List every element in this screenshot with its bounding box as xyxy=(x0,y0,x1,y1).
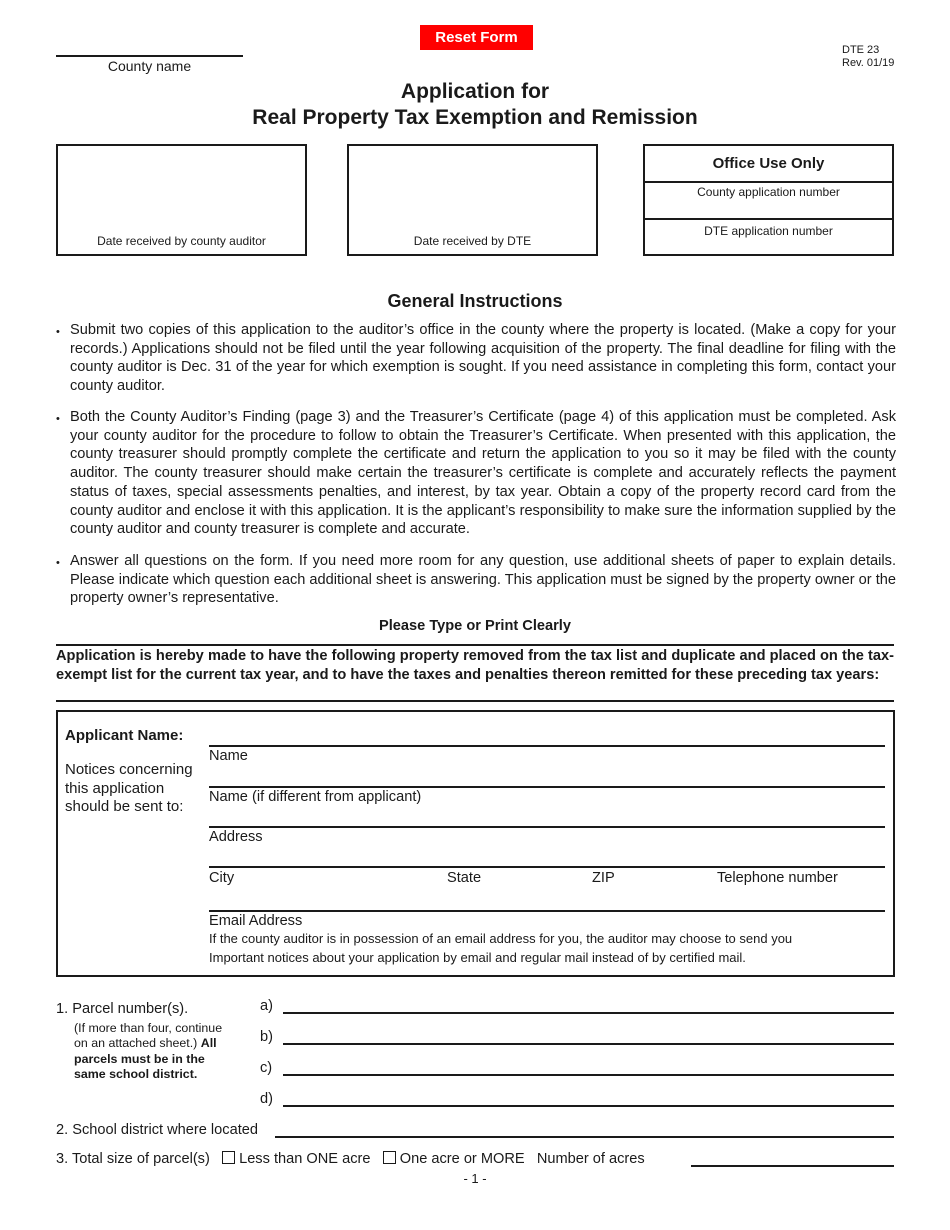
bullet-icon: • xyxy=(56,326,60,338)
bullet-icon: • xyxy=(56,557,60,569)
email-label: Email Address xyxy=(209,913,303,929)
dte-application-number-label: DTE application number xyxy=(704,224,833,238)
email-input-line[interactable] xyxy=(209,910,885,912)
parcel-a-input-line[interactable] xyxy=(283,1012,894,1014)
name-alt-label: Name (if different from applicant) xyxy=(209,789,422,805)
date-received-county-auditor-label: Date received by county auditor xyxy=(97,234,266,248)
q2-label: 2. School district where located xyxy=(56,1122,258,1138)
general-instructions-heading: General Instructions xyxy=(387,291,563,311)
email-notice: If the county auditor is in possession of an email address for you, the auditor may choose to send you Important notices about your application by email and regular mail instead of by certified mail. xyxy=(209,931,793,965)
page-number: - 1 - xyxy=(463,1171,487,1186)
parcel-b-input-line[interactable] xyxy=(283,1043,894,1045)
parcel-d-label: d) xyxy=(260,1091,273,1107)
q3-row xyxy=(56,1151,645,1167)
county-application-number-label: County application number xyxy=(697,185,840,199)
name-label: Name xyxy=(209,748,248,764)
form-id: DTE 23 xyxy=(842,44,880,56)
county-name-input-line[interactable] xyxy=(56,55,243,57)
instruction-bullet: • Answer all questions on the form. If you need more room for any question, use additional sheets of paper to explain details. Please indicate which question each additional sheet is answering. This application must be signed by the property owner or the property owner’s representative. xyxy=(56,553,896,607)
parcel-c-input-line[interactable] xyxy=(283,1074,894,1076)
county-name-label: County name xyxy=(107,58,192,74)
divider xyxy=(56,644,894,646)
office-use-title: Office Use Only xyxy=(645,146,892,183)
less-than-one-acre-checkbox[interactable] xyxy=(222,1151,235,1164)
dte-application-number-field[interactable] xyxy=(645,220,892,254)
page-title: Application for Real Property Tax Exemption and Remission xyxy=(252,80,698,129)
q3-label: 3. Total size of parcel(s) xyxy=(56,1151,210,1167)
number-of-acres-input-line[interactable] xyxy=(691,1165,894,1167)
parcel-b-label: b) xyxy=(260,1029,273,1045)
bullet-icon: • xyxy=(56,413,60,425)
declaration-text: Application is hereby made to have the following property removed from the tax list and duplicate and placed on the tax-exempt list for the current tax year, and to have the taxes and penalties thereon remitted for these preceding tax years: xyxy=(56,648,894,683)
parcel-c-label: c) xyxy=(260,1060,273,1076)
county-application-number-field[interactable] xyxy=(645,183,892,220)
one-acre-or-more-checkbox[interactable] xyxy=(383,1151,396,1164)
parcel-a-label: a) xyxy=(260,998,273,1014)
instruction-bullet: • Submit two copies of this application to the auditor’s office in the county where the property is located. (Make a copy for your records.) Applications should not be filed until the year following acquisition of the property. The final deadline for filing with the county auditor is Dec. 31 of the year for which exemption is sought. If you need assistance in completing this form, contact your county auditor. xyxy=(56,322,896,395)
applicant-name-heading: Applicant Name: xyxy=(65,727,184,744)
less-than-one-acre-label: Less than ONE acre xyxy=(239,1151,371,1167)
telephone-label: Telephone number xyxy=(717,870,838,886)
tax-years-input-line[interactable] xyxy=(56,700,894,702)
city-label: City xyxy=(209,870,235,886)
form-revision: Rev. 01/19 xyxy=(842,57,895,69)
notices-instructions: Notices concerning this application should be sent to: xyxy=(65,761,193,815)
state-label: State xyxy=(447,870,482,886)
form-identifier xyxy=(842,44,894,70)
parcel-d-input-line[interactable] xyxy=(283,1105,894,1107)
city-state-zip-phone-input-line[interactable] xyxy=(209,866,885,868)
q1-note: (If more than four, continue on an attached sheet.) All parcels must be in the same school district. xyxy=(74,1021,223,1081)
school-district-input-line[interactable] xyxy=(275,1136,894,1138)
date-received-dte-box[interactable] xyxy=(347,144,598,256)
name-input-line[interactable] xyxy=(209,745,885,747)
address-input-line[interactable] xyxy=(209,826,885,828)
date-received-county-auditor-box[interactable] xyxy=(56,144,307,256)
name-alt-input-line[interactable] xyxy=(209,786,885,788)
one-acre-or-more-label: One acre or MORE xyxy=(399,1151,525,1167)
number-of-acres-label: Number of acres xyxy=(536,1151,645,1167)
office-use-only-box xyxy=(643,144,894,256)
instruction-bullet: • Both the County Auditor’s Finding (page 3) and the Treasurer’s Certificate (page 4) of this application must be completed. Ask your county auditor for the procedure to follow to obtain the Treasurer’s Certificate. When presented with this application, the county treasurer should promptly complete the certificate and return the application to you so it may be filed with the county auditor. The county treasurer should make certain the treasurer’s certificate is complete and accurately reflects the payment status of taxes, special assessments penalties, and interest, by tax year. Obtain a copy of the property record card from the county auditor and enclose it with this application. It is the applicant’s responsibility to make sure the information supplied by the county auditor and county treasurer is complete and accurate. xyxy=(56,409,896,538)
print-clearly-heading: Please Type or Print Clearly xyxy=(379,618,571,634)
date-received-dte-label: Date received by DTE xyxy=(413,234,532,248)
address-label: Address xyxy=(209,829,263,845)
q1-label: 1. Parcel number(s). xyxy=(56,1001,189,1017)
zip-label: ZIP xyxy=(592,870,615,886)
reset-form-button[interactable]: Reset Form xyxy=(420,25,533,50)
